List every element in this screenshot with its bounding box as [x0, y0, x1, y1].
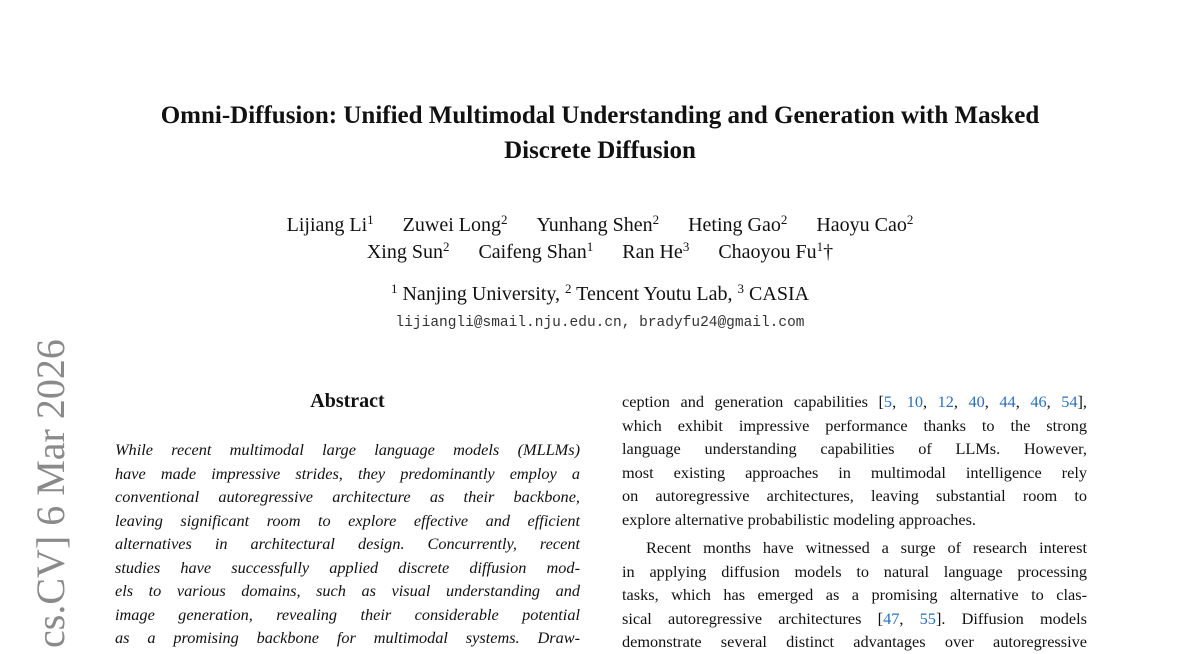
author: Zuwei Long$^2$: [402, 212, 508, 236]
citation-link[interactable]: 5: [883, 392, 893, 411]
author: Caifeng Shan$^1$: [478, 239, 594, 263]
author-corresponding: Chaoyou Fu$^1$†: [718, 239, 834, 263]
affiliations: $^1$ Nanjing University, $^2$ Tencent Youtu Lab, $^3$ CASIA: [390, 281, 810, 305]
title-line-1: Omni-Diffusion: Unified Multimodal Understanding and Generation with Masked: [160, 102, 1040, 129]
title-line-2: Discrete Diffusion: [504, 137, 696, 164]
citation-link[interactable]: 47: [883, 608, 900, 628]
citation-link[interactable]: 12: [937, 392, 954, 411]
citation-link[interactable]: 44: [999, 392, 1016, 411]
intro-body: ception and generation capabilities [5, 10, 12, 40, 44, 46, 54], which exhibit impressive performance thanks to the strong language understanding capabilities of LLMs. However, most existing approaches in multimodal intelligence rely on autoregressive architectures, leaving substantial room to explore alternative probabilistic modeling approaches. Recent months have witnessed a surge of research interest in applying diffusion models to natural language processing tasks, which has emerged as a promising alternative to clas- sical autoregressive architectures [47, 55]. Diffusion models demonstrate several distinct advantages over autoregressive: [622, 392, 1087, 651]
abstract-body: While recent multimodal large language models (MLLMs) have made impressive strides, they predominantly employ a conventional autoregressive architecture as their backbone, leaving significant room to explore effective and efficient alternatives in architectural design. Concurrently, recent studies have successfully applied discrete diffusion mod- els to various domains, such as visual understanding and image generation, revealing their considerable potential as a promising backbone for multimodal systems. Draw-: [115, 440, 580, 647]
author: Haoyu Cao$^2$: [816, 212, 914, 236]
paper-title: [100, 98, 1100, 168]
author: Lijiang Li$^1$: [286, 212, 374, 236]
citation-link[interactable]: 54: [1061, 392, 1078, 411]
citation-link[interactable]: 55: [919, 608, 936, 628]
citation-link[interactable]: 10: [906, 392, 923, 411]
intro-line: sical autoregressive architectures [47, 55]. Diffusion models: [622, 608, 1087, 628]
abstract-heading: Abstract: [310, 390, 385, 412]
author: Heting Gao$^2$: [688, 212, 788, 236]
author-emails[interactable]: lijiangli@smail.nju.edu.cn, bradyfu24@gmail.com: [395, 315, 805, 331]
arxiv-stamp: cs.CV] 6 Mar 2026: [28, 339, 73, 648]
author: Yunhang Shen$^2$: [536, 212, 660, 236]
intro-line: ception and generation capabilities [5, 10, 12, 40, 44, 46, 54],: [622, 392, 1087, 411]
author: Xing Sun$^2$: [366, 239, 450, 263]
author-list: [200, 212, 1000, 266]
author: Ran He$^3$: [622, 239, 690, 263]
corresponding-mark: †: [823, 241, 834, 263]
citation-link[interactable]: 40: [968, 392, 985, 411]
citation-link[interactable]: 46: [1030, 392, 1047, 411]
